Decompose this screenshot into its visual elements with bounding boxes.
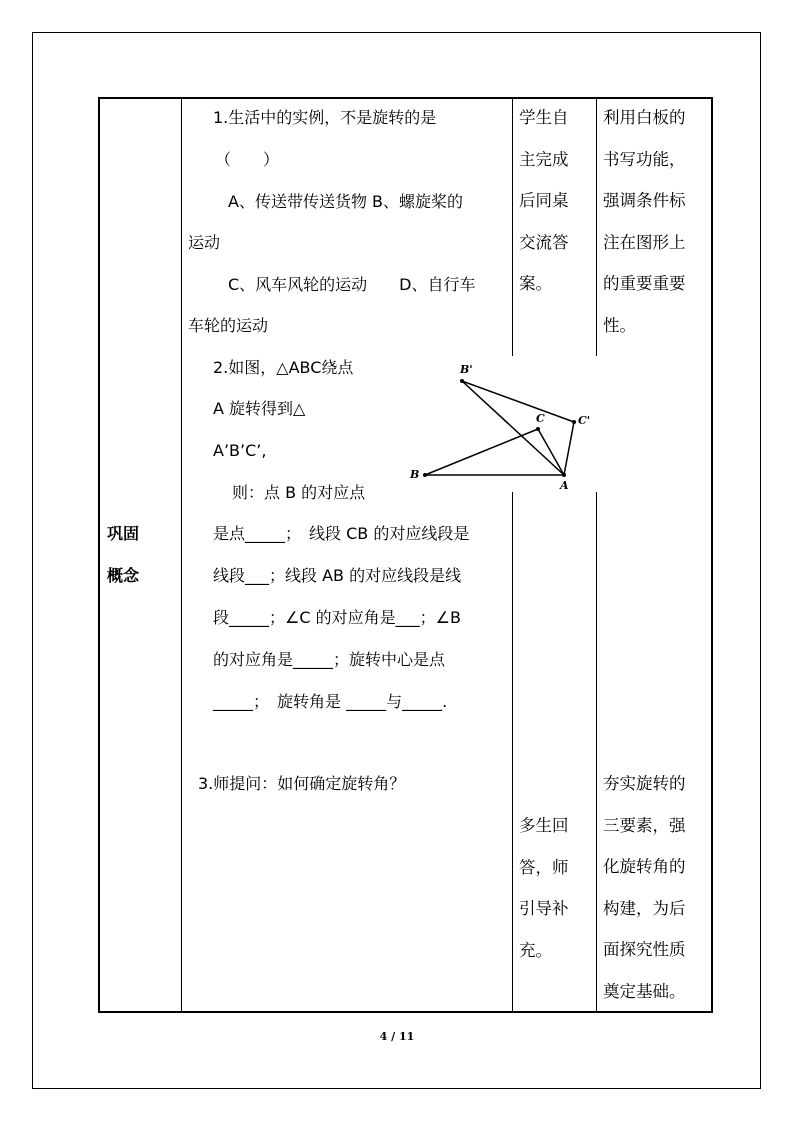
col4-top-line: 强调条件标: [603, 191, 686, 210]
segment-bprime-cprime: [462, 381, 574, 422]
q2-line9: _____； 旋转角是 _____与_____.: [213, 692, 448, 711]
q2-line6: 线段___；线段 AB 的对应线段是线: [213, 566, 462, 585]
col-divider-2: [512, 98, 513, 362]
point-a: [562, 473, 566, 477]
col3-top-line: 学生自: [519, 108, 569, 127]
col4-bottom-line: 三要素，强: [603, 815, 686, 835]
label-c: C: [536, 412, 545, 425]
q2-line8: 的对应角是_____；旋转中心是点: [213, 650, 446, 669]
q2-line3: A’B’C’,: [213, 441, 267, 460]
segment-c-a: [538, 429, 564, 475]
col4-top-line: 注在图形上: [603, 232, 686, 252]
point-cprime: [572, 420, 576, 424]
col4-bottom-line: 化旋转角的: [603, 857, 686, 876]
page-number: 4 / 11: [379, 1030, 415, 1043]
q1-line3: A、传送带传送货物 B、螺旋桨的: [228, 192, 464, 211]
col4-top-line: 书写功能，: [603, 149, 686, 169]
q2-line7: 段_____；∠C 的对应角是___；∠B: [213, 608, 461, 627]
col3-top: [519, 97, 569, 305]
label-a: A: [560, 479, 569, 492]
col4-bottom: [603, 763, 686, 1012]
col-divider-3: [596, 98, 597, 362]
col-divider-1: [181, 98, 182, 1012]
col3-top-line: 案。: [519, 274, 552, 293]
q2-line4: 则：点 B 的对应点: [232, 483, 366, 502]
q3-text: 3.师提问：如何确定旋转角？: [198, 774, 406, 793]
point-c: [536, 427, 540, 431]
col4-top-line: 利用白板的: [603, 108, 686, 127]
col4-bottom-line: 构建，为后: [603, 898, 686, 918]
label-b: B: [410, 468, 420, 481]
col4-bottom-line: 面探究性质: [603, 940, 686, 959]
col-divider-3b: [596, 490, 597, 1012]
col3-bottom-line: 多生回: [519, 816, 569, 835]
label-b-prime: B': [460, 363, 473, 376]
point-b: [423, 473, 427, 477]
point-bprime: [460, 379, 464, 383]
rotation-figure-svg: [398, 356, 603, 492]
segment-cprime-a: [564, 422, 574, 475]
segment-bprime-a: [462, 381, 564, 475]
col-divider-2b: [512, 490, 513, 1012]
col4-bottom-line: 奠定基础。: [603, 981, 686, 1001]
q2-line2: A 旋转得到△: [213, 399, 306, 418]
row-label-line2: 概念: [107, 566, 140, 585]
rotation-figure: [398, 356, 603, 492]
col4-top: [603, 97, 686, 346]
q2-line1: 2.如图，△ABC绕点: [213, 358, 354, 377]
col4-top-line: 的重要重要: [603, 274, 686, 293]
col3-top-line: 后同桌: [519, 191, 569, 210]
col3-bottom-line: 答，师: [519, 857, 569, 877]
q2-line5: 是点_____； 线段 CB 的对应线段是: [213, 524, 470, 543]
q1-line2: （ ）: [215, 150, 280, 169]
col3-bottom-line: 充。: [519, 940, 552, 960]
q1-line5: C、风车风轮的运动 D、自行车: [228, 275, 476, 294]
col4-bottom-line: 夯实旋转的: [603, 774, 686, 793]
q1-line4: 运动: [188, 233, 221, 252]
row-label-line1: 巩固: [107, 524, 140, 543]
col3-bottom: [519, 805, 569, 971]
col3-top-line: 主完成: [519, 149, 569, 169]
col3-bottom-line: 引导补: [519, 899, 569, 918]
col4-top-line: 性。: [603, 315, 636, 335]
q1-line1: 1.生活中的实例，不是旋转的是: [213, 108, 437, 127]
col3-top-line: 交流答: [519, 232, 569, 252]
label-c-prime: C': [578, 414, 591, 427]
q1-line6: 车轮的运动: [188, 316, 269, 335]
